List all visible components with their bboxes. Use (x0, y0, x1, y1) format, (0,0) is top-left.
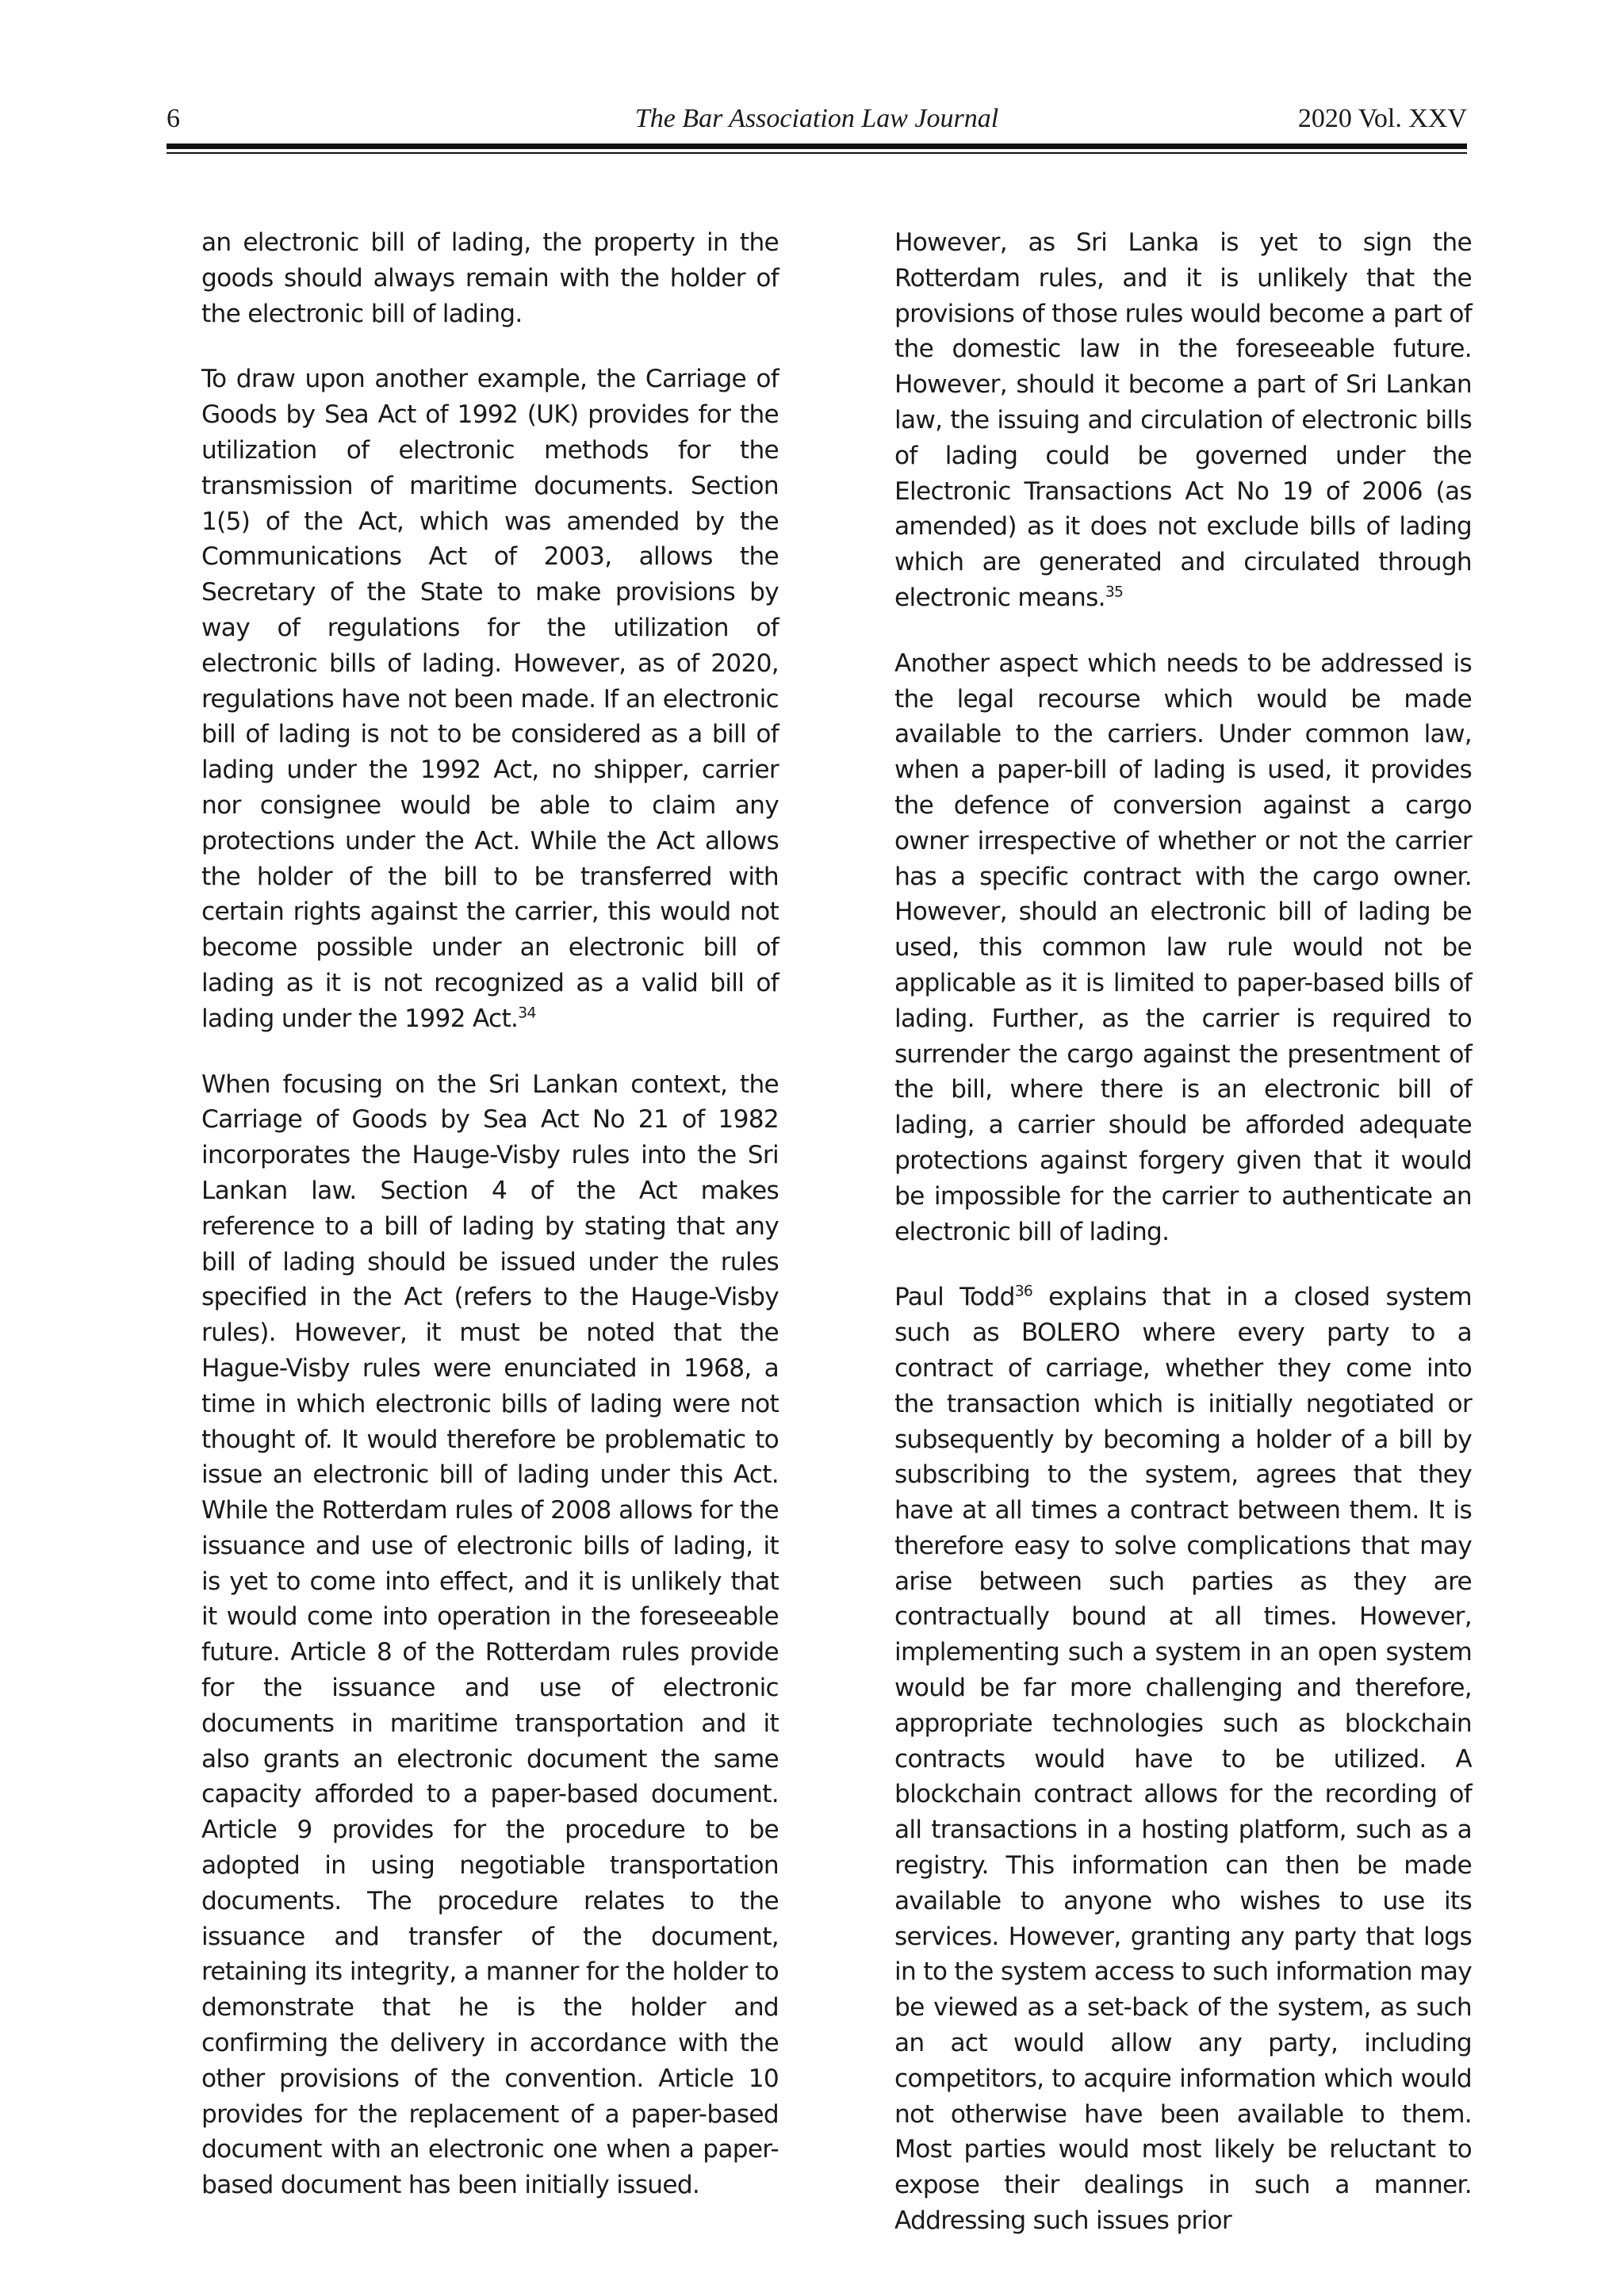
header-rule-thick (167, 144, 1467, 149)
right-paragraph-2: Another aspect which needs to be addressed is the legal recourse which would be made available to the carriers. Under common law, when a paper-bill of lading is used, it provides the defence of conversion against a cargo owner irrespective of whether or not the carrier has a specific contract with the cargo owner. However, should an electronic bill of lading be used, this common law rule would not be applicable as it is limited to paper-based bills of lading. Further, as the carrier is required to surrender the cargo against the presentment of the bill, where there is an electronic bill of lading, a carrier should be afforded adequate protections against forgery given that it would be impossible for the carrier to authenticate an electronic bill of lading. (894, 649, 1472, 1246)
running-header (167, 97, 1467, 141)
journal-title: The Bar Association Law Journal (634, 104, 999, 133)
footnote-ref-35: 35 (1105, 584, 1124, 601)
left-paragraph-2 (201, 362, 779, 1036)
right-paragraph-3 (894, 1280, 1472, 2239)
footnote-ref-34: 34 (518, 1004, 536, 1022)
right-paragraph-3-lead: Paul Todd (894, 1283, 1015, 1312)
right-paragraph-3-text: explains that in a closed system such as BOLERO where every party to a contract of carriage, whether they come into the transaction which is initially negotiated or subsequently by becoming a holder of a bill by subscribing to the system, agrees that they have at all times a contract between them. It is therefore easy to solve complications that may arise between such parties as they are contractually bound at all times. However, implementing such a system in an open system would be far more challenging and therefore, appropriate technologies such as blockchain contracts would have to be utilized. A blockchain contract allows for the recording of all transactions in a hosting platform, such as a registry. This information can then be made available to anyone who wishes to use its services. However, granting any party that logs in to the system access to such information may be viewed as a set-back of the system, as such an act would allow any party, including competitors, to acquire information which would not otherwise have been available to them. Most parties would most likely be reluctant to expose their dealings in such a manner. Addressing such issues prior (894, 1283, 1472, 2236)
left-paragraph-3: When focusing on the Sri Lankan context, the Carriage of Goods by Sea Act No 21 of 1982 incorporates the Hauge-Visby rules into the Sri Lankan law. Section 4 of the Act makes reference to a bill of lading by stating that any bill of lading should be issued under the rules specified in the Act (refers to the Hauge-Visby rules). However, it must be noted that the Hague-Visby rules were enunciated in 1968, a time in which electronic bills of lading were not thought of. It would therefore be problematic to issue an electronic bill of lading under this Act. While the Rotterdam rules of 2008 allows for the issuance and use of electronic bills of lading, it is yet to come into effect, and it is unlikely that it would come into operation in the foreseeable future. Article 8 of the Rotterdam rules provide for the issuance and use of electronic documents in maritime transportation and it also grants an electronic document the same capacity afforded to a paper-based document. Article 9 provides for the procedure to be adopted in using negotiable transportation documents. The procedure relates to the issuance and transfer of the document, retaining its integrity, a manner for the holder to demonstrate that he is the holder and confirming the delivery in accordance with the other provisions of the convention. Article 10 provides for the replacement of a paper-based document with an electronic one when a paper-based document has been initially issued. (201, 1070, 779, 2200)
page-number: 6 (167, 104, 180, 133)
left-paragraph-2-text: To draw upon another example, the Carriage of Goods by Sea Act of 1992 (UK) provides for the utilization of electronic methods for the transmission of maritime documents. Section 1(5) of the Act, which was amended by the Communications Act of 2003, allows the Secretary of the State to make provisions by way of regulations for the utilization of electronic bills of lading. However, as of 2020, regulations have not been made. If an electronic bill of lading is not to be considered as a bill of lading under the 1992 Act, no shipper, carrier nor consignee would be able to claim any protections under the Act. While the Act allows the holder of the bill to be transferred with certain rights against the carrier, this would not become possible under an electronic bill of lading as it is not recognized as a valid bill of lading under the 1992 Act. (201, 365, 779, 1033)
right-paragraph-1 (894, 225, 1472, 616)
left-column (201, 225, 779, 2233)
right-column (894, 225, 1472, 2269)
left-paragraph-1: an electronic bill of lading, the property in the goods should always remain with the holder of the electronic bill of lading. (201, 228, 779, 328)
footnote-ref-36: 36 (1014, 1283, 1033, 1300)
header-rule-thin (167, 152, 1467, 154)
volume-label: 2020 Vol. XXV (1297, 104, 1467, 133)
right-paragraph-1-text: However, as Sri Lanka is yet to sign the Rotterdam rules, and it is unlikely that the provisions of those rules would become a part of the domestic law in the foreseeable future. However, should it become a part of Sri Lankan law, the issuing and circulation of electronic bills of lading could be governed under the Electronic Transactions Act No 19 of 2006 (as amended) as it does not exclude bills of lading which are generated and circulated through electronic means. (894, 228, 1472, 612)
